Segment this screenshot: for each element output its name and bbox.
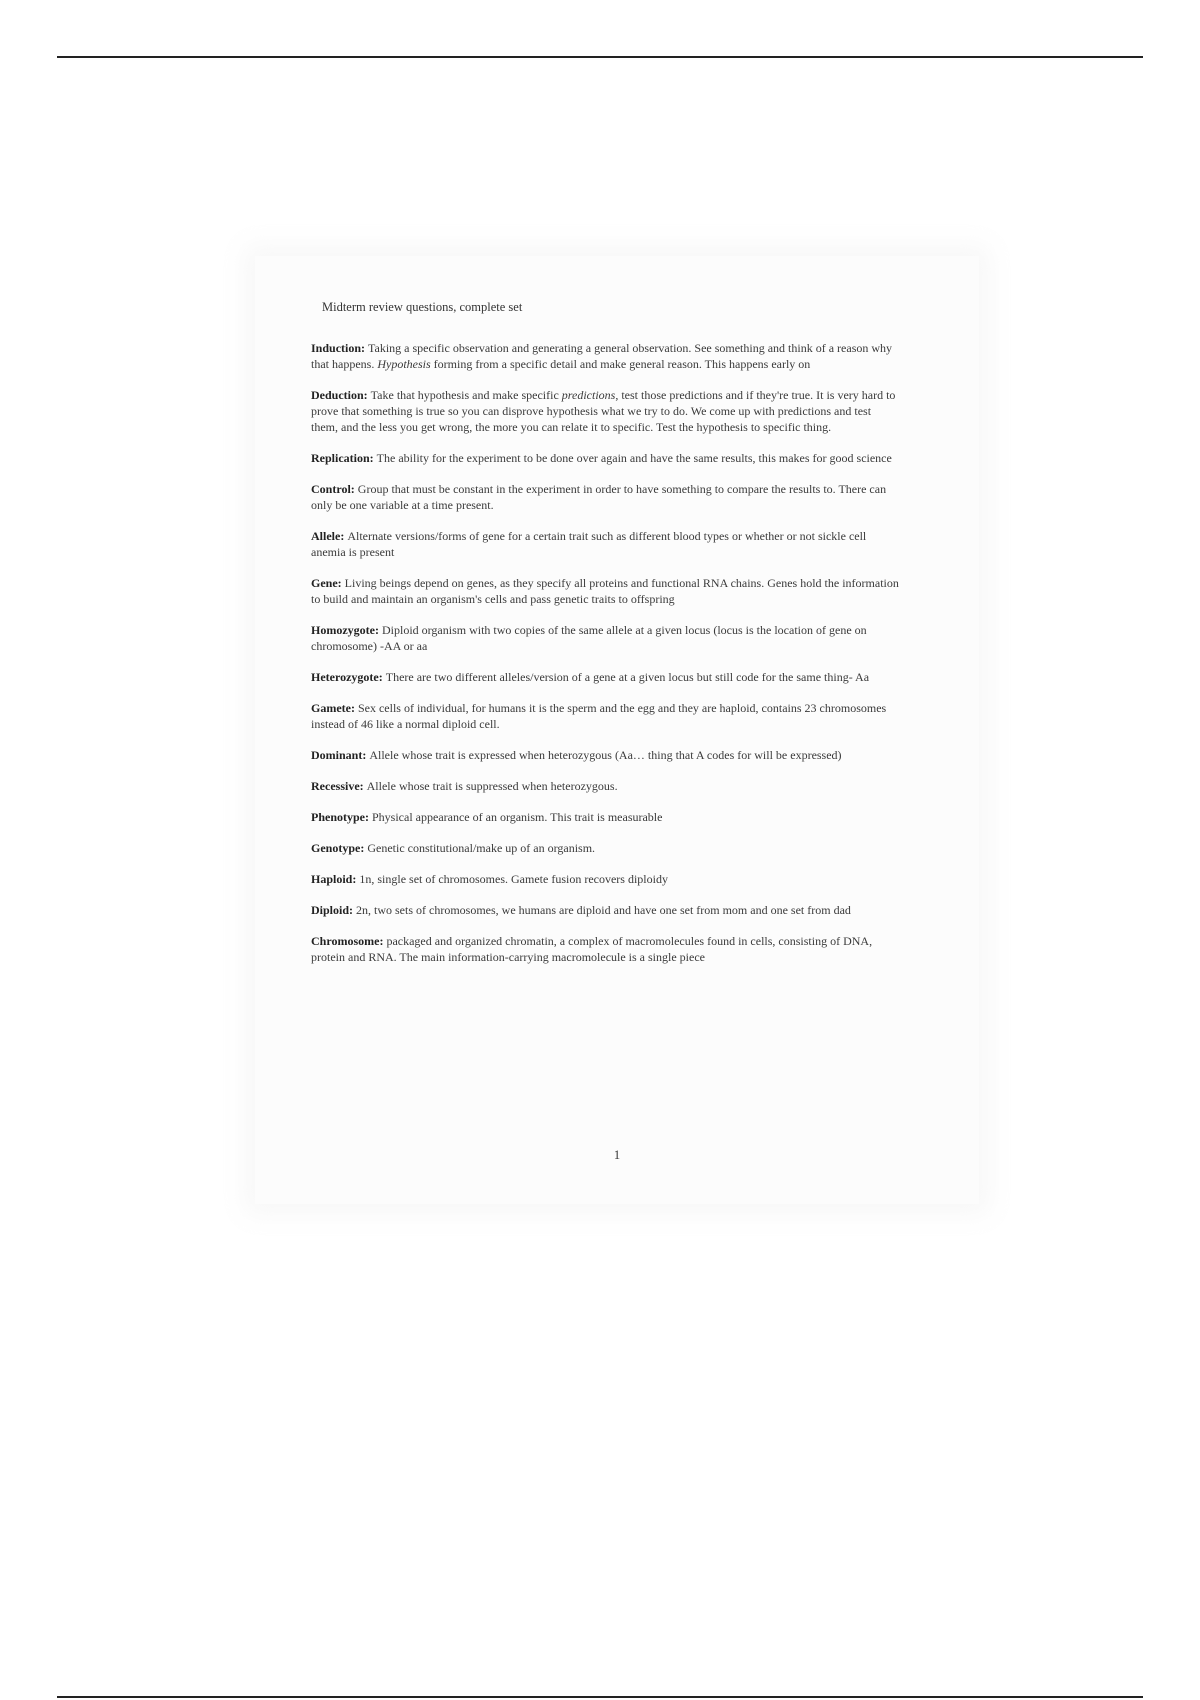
definition-gene [311, 575, 901, 607]
definition-text: Physical appearance of an organism. This trait is measurable [372, 810, 663, 824]
document-title: Midterm review questions, complete set [322, 300, 523, 314]
definition-text: Taking a specific observation and generating a general observation. See something and think of a reason why that happens. [311, 341, 893, 371]
definition-text: The ability for the experiment to be done over again and have the same results, this makes for good science [376, 451, 892, 465]
definition-text: Living beings depend on genes, as they specify all proteins and functional RNA chains. Genes hold the information to build and maintain an organism's cells and pass genetic traits to offspring [311, 576, 899, 606]
term-label: Gene: [311, 576, 342, 590]
definition-text: Allele whose trait is expressed when heterozygous (Aa… thing that A codes for will be expressed) [369, 748, 842, 762]
term-label: Homozygote: [311, 623, 379, 637]
definition-gamete [311, 700, 901, 732]
term-label: Dominant: [311, 748, 367, 762]
definition-text: forming from a specific detail and make general reason. This happens early on [430, 357, 811, 371]
definition-text: packaged and organized chromatin, a complex of macromolecules found in cells, consisting of DNA, protein and RNA. The main information-carrying macromolecule is a single piece [311, 934, 873, 964]
term-label: Deduction: [311, 388, 368, 402]
definition-text: Alternate versions/forms of gene for a certain trait such as different blood types or whether or not sickle cell anemia is present [311, 529, 867, 559]
definition-heterozygote [311, 669, 901, 685]
definition-text: , test those predictions and if they're true. It is very hard to prove that something is true so you can disprove hypothesis what we try to do. We come up with predictions and test them, and the less you get wrong, the more you can relate it to specific. Test the hypothesis to specific thing. [311, 388, 896, 434]
definition-genotype [311, 840, 901, 856]
term-label: Diploid: [311, 903, 354, 917]
term-label: Induction: [311, 341, 366, 355]
definition-homozygote [311, 622, 901, 654]
document-page [255, 256, 979, 1204]
definition-induction [311, 340, 901, 372]
definition-control [311, 481, 901, 513]
definition-emphasis: Hypothesis [377, 357, 431, 371]
definition-dominant [311, 747, 901, 763]
definition-allele [311, 528, 901, 560]
top-divider [57, 56, 1143, 58]
page-number: 1 [613, 1148, 621, 1162]
definition-list [311, 340, 901, 980]
definition-diploid [311, 902, 901, 918]
term-label: Heterozygote: [311, 670, 383, 684]
definition-phenotype [311, 809, 901, 825]
term-label: Genotype: [311, 841, 365, 855]
definition-text: 1n, single set of chromosomes. Gamete fusion recovers diploidy [359, 872, 668, 886]
definition-text: Genetic constitutional/make up of an organism. [367, 841, 596, 855]
term-label: Allele: [311, 529, 345, 543]
definition-text: There are two different alleles/version of a gene at a given locus but still code for the same thing- Aa [385, 670, 870, 684]
definition-chromosome [311, 933, 901, 965]
definition-text: 2n, two sets of chromosomes, we humans are diploid and have one set from mom and one set from dad [356, 903, 851, 917]
term-label: Recessive: [311, 779, 364, 793]
definition-text: Diploid organism with two copies of the same allele at a given locus (locus is the location of gene on chromosome) -AA or aa [311, 623, 867, 653]
term-label: Control: [311, 482, 355, 496]
definition-text: Sex cells of individual, for humans it is the sperm and the egg and they are haploid, contains 23 chromosomes instead of 46 like a normal diploid cell. [311, 701, 887, 731]
term-label: Chromosome: [311, 934, 384, 948]
definition-text: Allele whose trait is suppressed when heterozygous. [366, 779, 618, 793]
definition-text: Group that must be constant in the experiment in order to have something to compare the results to. There can only be one variable at a time present. [311, 482, 887, 512]
definition-haploid [311, 871, 901, 887]
definition-deduction [311, 387, 901, 435]
bottom-divider [57, 1696, 1143, 1698]
term-label: Replication: [311, 451, 374, 465]
definition-recessive [311, 778, 901, 794]
term-label: Haploid: [311, 872, 357, 886]
definition-emphasis: predictions [561, 388, 616, 402]
term-label: Phenotype: [311, 810, 369, 824]
term-label: Gamete: [311, 701, 355, 715]
definition-replication [311, 450, 901, 466]
definition-text: Take that hypothesis and make specific [370, 388, 562, 402]
